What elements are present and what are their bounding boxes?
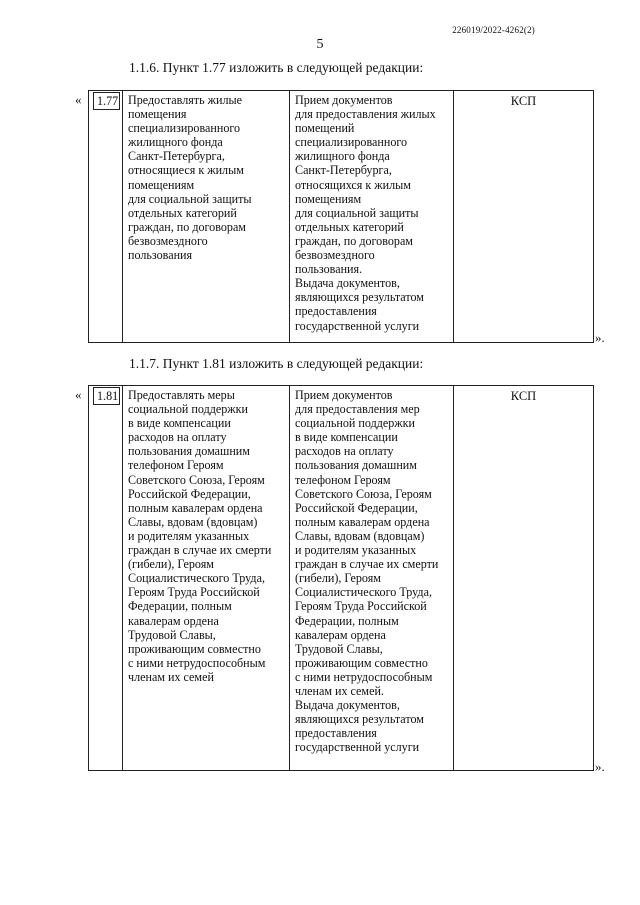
text-line: помещениям [295, 191, 362, 206]
text-line: Санкт-Петербурга, [128, 149, 225, 164]
text-line: пользования домашним [128, 444, 250, 459]
text-line: социальной поддержки [128, 402, 248, 417]
text-line: телефоном Героям [128, 458, 224, 473]
text-line: для предоставления мер [295, 402, 420, 417]
text-line: Предоставлять жилые [128, 93, 242, 107]
text-line: проживающим совместно [295, 655, 428, 670]
text-line: относящиеся к жилым [128, 163, 244, 178]
text-line: в виде компенсации [295, 430, 398, 445]
text-line: полным кавалерам ордена [128, 500, 263, 515]
text-line: в виде компенсации [128, 416, 231, 431]
amendment-table [88, 385, 594, 771]
organization-name: КСП [510, 389, 537, 403]
text-line: Славы, вдовам (вдовцам) [128, 514, 258, 529]
text-line: государственной услуги [295, 740, 420, 755]
text-line: пользования [128, 248, 193, 263]
text-line: социальной поддержки [295, 416, 415, 431]
service-name-text [123, 386, 289, 686]
text-line: граждан, по договорам [295, 233, 413, 248]
text-line: предоставления [295, 304, 377, 319]
text-line: отдельных категорий [128, 205, 237, 220]
organization-name: КСП [510, 94, 537, 108]
text-line: кавалерам ордена [295, 627, 386, 642]
service-name-cell [123, 386, 290, 771]
text-line: Выдача документов, [295, 276, 400, 291]
text-line: помещениям [128, 177, 195, 192]
text-line: расходов на оплату [128, 430, 227, 445]
text-line: Социалистического Труда, [295, 585, 432, 600]
text-line: пользования. [295, 262, 363, 277]
text-line: помещений [295, 121, 355, 136]
page-number: 5 [316, 37, 324, 52]
table-row [89, 91, 594, 343]
text-line: для социальной защиты [128, 191, 252, 206]
text-line: Федерации, полным [128, 599, 232, 614]
text-line: являющихся результатом [295, 290, 424, 305]
service-name-text [123, 91, 289, 264]
text-line: безвозмездного [128, 233, 208, 248]
text-line: (гибели), Героям [128, 557, 214, 572]
item-number: 1.77 [93, 92, 120, 110]
text-line: граждан в случае их смерти [295, 557, 439, 572]
text-line: для предоставления жилых [295, 107, 436, 122]
item-number-cell [89, 91, 123, 343]
text-line: членам их семей. [295, 683, 384, 698]
text-line: кавалерам ордена [128, 613, 219, 628]
procedure-text [290, 91, 453, 335]
text-line: Героям Труда Российской [295, 599, 427, 614]
text-line: граждан, по договорам [128, 219, 246, 234]
text-line: Советского Союза, Героям [295, 486, 432, 501]
text-line: пользования домашним [295, 458, 417, 473]
text-line: Прием документов [295, 388, 393, 402]
text-line: проживающим совместно [128, 641, 261, 656]
section-heading: 1.1.6. Пункт 1.77 изложить в следующей редакции: [129, 60, 424, 75]
text-line: жилищного фонда [295, 149, 390, 164]
section-heading: 1.1.7. Пункт 1.81 изложить в следующей редакции: [129, 356, 424, 371]
text-line: Трудовой Славы, [128, 627, 216, 642]
text-line: членам их семей [128, 669, 214, 684]
text-line: специализированного [295, 135, 408, 150]
amendment-table [88, 90, 594, 343]
item-number-cell [89, 386, 123, 771]
text-line: и родителям указанных [128, 528, 250, 543]
text-line: Российской Федерации, [128, 486, 251, 501]
text-line: Социалистического Труда, [128, 571, 265, 586]
organization-cell [454, 91, 594, 343]
document-id: 226019/2022-4262(2) [452, 25, 535, 35]
text-line: с ними нетрудоспособным [295, 669, 433, 684]
text-line: с ними нетрудоспособным [128, 655, 266, 670]
text-line: государственной услуги [295, 318, 420, 333]
text-line: для социальной защиты [295, 205, 419, 220]
text-line: Российской Федерации, [295, 500, 418, 515]
open-quote: « [75, 387, 82, 402]
text-line: (гибели), Героям [295, 571, 381, 586]
text-line: относящихся к жилым [295, 177, 411, 192]
close-quote: ». [595, 759, 605, 774]
text-line: телефоном Героям [295, 472, 391, 487]
text-line: Трудовой Славы, [295, 641, 383, 656]
table-row [89, 386, 594, 771]
text-line: отдельных категорий [295, 219, 404, 234]
text-line: расходов на оплату [295, 444, 394, 459]
text-line: безвозмездного [295, 248, 375, 263]
close-quote: ». [595, 330, 605, 345]
text-line: специализированного [128, 121, 241, 136]
text-line: являющихся результатом [295, 712, 424, 727]
text-line: граждан в случае их смерти [128, 543, 272, 558]
item-number: 1.81 [93, 387, 120, 405]
procedure-cell [290, 386, 454, 771]
text-line: Предоставлять меры [128, 388, 235, 402]
text-line: предоставления [295, 726, 377, 741]
text-line: и родителям указанных [295, 543, 417, 558]
text-line: Федерации, полным [295, 613, 399, 628]
text-line: помещения [128, 107, 187, 122]
text-line: Советского Союза, Героям [128, 472, 265, 487]
text-line: полным кавалерам ордена [295, 514, 430, 529]
open-quote: « [75, 92, 82, 107]
text-line: жилищного фонда [128, 135, 223, 150]
text-line: Героям Труда Российской [128, 585, 260, 600]
service-name-cell [123, 91, 290, 343]
organization-cell [454, 386, 594, 771]
procedure-text [290, 386, 453, 756]
text-line: Санкт-Петербурга, [295, 163, 392, 178]
text-line: Славы, вдовам (вдовцам) [295, 528, 425, 543]
text-line: Выдача документов, [295, 698, 400, 713]
procedure-cell [290, 91, 454, 343]
text-line: Прием документов [295, 93, 393, 107]
